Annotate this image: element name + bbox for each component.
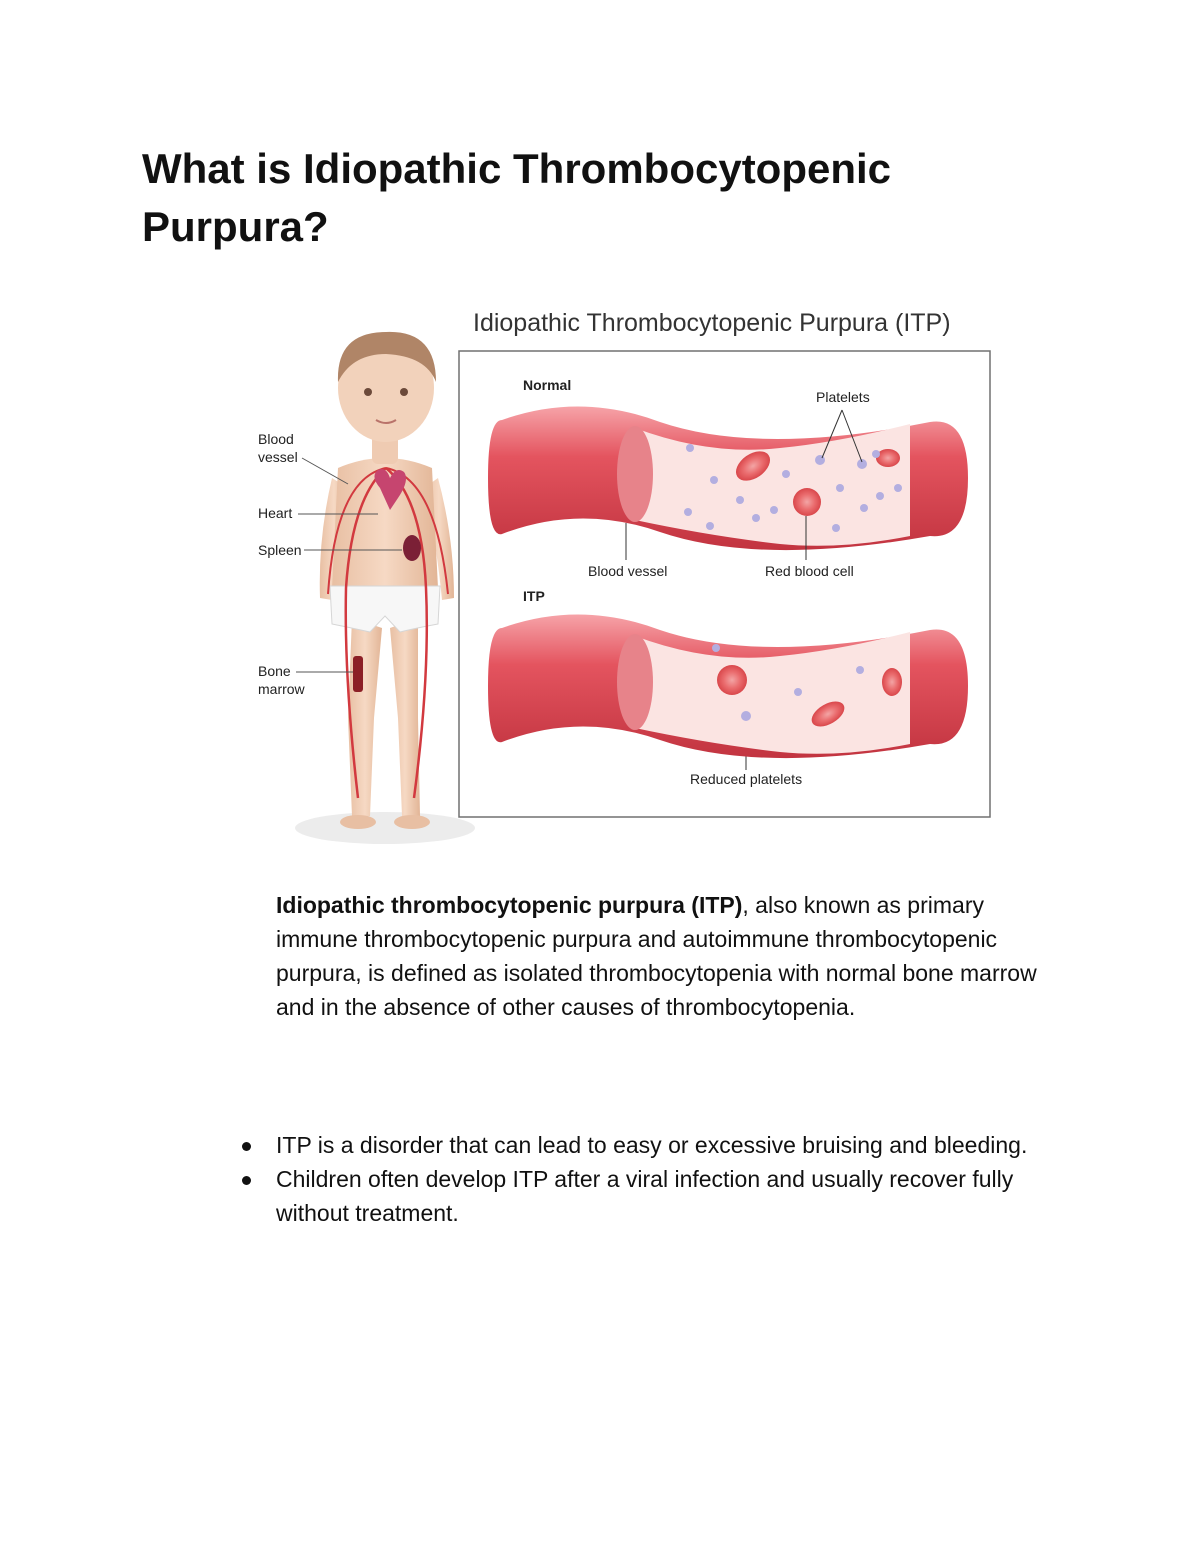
label-spleen: Spleen — [258, 542, 302, 558]
bullet-list — [242, 1128, 1072, 1230]
child-figure — [295, 332, 475, 844]
normal-label: Normal — [523, 377, 572, 393]
label-blood-vessel-2: vessel — [258, 449, 298, 465]
intro-text: , also known as primary immune thrombocytopenic purpura and autoimmune thrombocytopenic purpura, is defined as isolated thrombocytopenia with normal bone marrow and in the absence of other causes of thrombocytopenia. — [276, 892, 1037, 1020]
label-blood-vessel-1: Blood — [258, 431, 294, 447]
label-bone-2: marrow — [258, 681, 305, 697]
platelets-label: Platelets — [816, 389, 870, 405]
page-title: What is Idiopathic Thrombocytopenic Purpura? — [142, 145, 892, 250]
bullet-icon — [242, 1176, 251, 1185]
bullet-text: ITP is a disorder that can lead to easy or excessive bruising and bleeding. — [276, 1132, 1028, 1158]
itp-label: ITP — [523, 588, 545, 604]
intro-paragraph — [276, 888, 1066, 1024]
intro-term: Idiopathic thrombocytopenic purpura (ITP) — [276, 892, 743, 918]
label-heart: Heart — [258, 505, 293, 521]
list-item — [242, 1162, 1072, 1230]
figure-heading: Idiopathic Thrombocytopenic Purpura (ITP) — [473, 309, 951, 337]
itp-illustration — [240, 298, 1000, 858]
blood-vessel-label: Blood vessel — [588, 563, 668, 579]
bullet-text: Children often develop ITP after a viral infection and usually recover fully without treatment. — [276, 1166, 1014, 1226]
list-item — [242, 1128, 1072, 1162]
label-bone-1: Bone — [258, 663, 291, 679]
bullet-icon — [242, 1142, 251, 1151]
reduced-platelets-label: Reduced platelets — [690, 771, 803, 787]
red-blood-cell-label: Red blood cell — [765, 563, 854, 579]
